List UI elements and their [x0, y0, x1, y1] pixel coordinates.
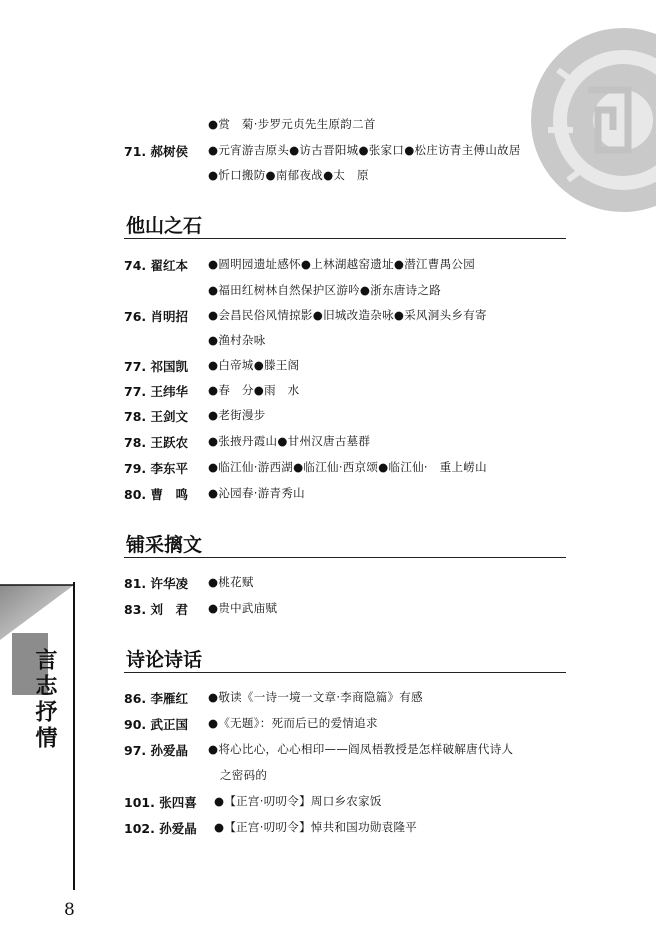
entry-items: ●贵中武庙赋 — [208, 601, 278, 615]
entry-items: ●春 分●雨 水 — [208, 383, 300, 397]
entry-page-author: 71. 郝树侯 — [124, 144, 188, 159]
entry-items: ●张掖丹霞山●甘州汉唐古墓群 — [208, 434, 371, 448]
section-divider — [124, 672, 566, 673]
entry-page-author: 86. 李雁红 — [124, 691, 188, 706]
section-divider — [124, 238, 566, 239]
entry-items: ●桃花赋 — [208, 575, 254, 589]
section-title: 铺采摛文 — [126, 534, 203, 556]
entry-page-author: 90. 武正国 — [124, 717, 188, 732]
sidebar-rule — [73, 582, 75, 890]
entry-page-author: 83. 刘 君 — [124, 602, 188, 617]
entry-items: ●【正宫·叨叨令】悼共和国功勋袁隆平 — [214, 820, 418, 834]
section-title: 诗论诗话 — [126, 649, 203, 671]
entry-page-author: 78. 王剑文 — [124, 409, 188, 424]
entry-page-author: 97. 孙爱晶 — [124, 743, 188, 758]
entry-items: ●【正宫·叨叨令】周口乡农家饭 — [214, 794, 382, 808]
entry-page-author: 78. 王跃农 — [124, 435, 188, 450]
entry-page-author: 81. 许华凌 — [124, 576, 188, 591]
entry-page-author: 102. 孙爱晶 — [124, 821, 197, 836]
entry-items: ●赏 菊·步罗元贞先生原韵二首 — [208, 117, 376, 131]
section-title: 他山之石 — [126, 215, 203, 237]
entry-items: ●临江仙·游西湖●临江仙·西京颂●临江仙· 重上崂山 — [208, 460, 487, 474]
entry-items: ●福田红树林自然保护区游吟●浙东唐诗之路 — [208, 283, 442, 297]
entry-items: ●将心比心，心心相印——阎凤梧教授是怎样破解唐代诗人 — [208, 742, 514, 756]
entry-page-author: 101. 张四喜 — [124, 795, 197, 810]
entry-items: ●渔村杂咏 — [208, 333, 266, 347]
page-number: 8 — [64, 900, 75, 920]
entry-page-author: 74. 翟红本 — [124, 258, 188, 273]
entry-items: ●《无题》：死而后已的爱情追求 — [208, 716, 378, 730]
entry-items: ●沁园春·游青秀山 — [208, 486, 305, 500]
entry-page-author: 80. 曹 鸣 — [124, 487, 188, 502]
section-divider — [124, 557, 566, 558]
entry-page-author: 77. 祁国凯 — [124, 359, 188, 374]
entry-page-author: 77. 王纬华 — [124, 384, 188, 399]
entry-items: ●老街漫步 — [208, 408, 266, 422]
entry-items: ●圆明园遗址感怀●上林湖越窑遗址●潜江曹禺公园 — [208, 257, 476, 271]
entry-items: 之密码的 — [220, 768, 268, 782]
entry-items: ●会昌民俗风情掠影●旧城改造杂咏●采风洞头乡有寄 — [208, 308, 487, 322]
decorative-seal-icon — [528, 10, 656, 240]
entry-items: ●敬读《一诗一境一文章·李商隐篇》有感 — [208, 690, 423, 704]
entry-page-author: 79. 李东平 — [124, 461, 188, 476]
entry-items: ●白帝城●滕王阁 — [208, 358, 300, 372]
sidebar-vertical-title: 言志抒情 — [32, 648, 58, 752]
entry-items: ●元宵游吉原头●访古晋阳城●张家口●松庄访青主傅山故居 — [208, 143, 521, 157]
entry-page-author: 76. 肖明招 — [124, 309, 188, 324]
entry-items: ●忻口搬防●南郁夜战●太 原 — [208, 168, 369, 182]
